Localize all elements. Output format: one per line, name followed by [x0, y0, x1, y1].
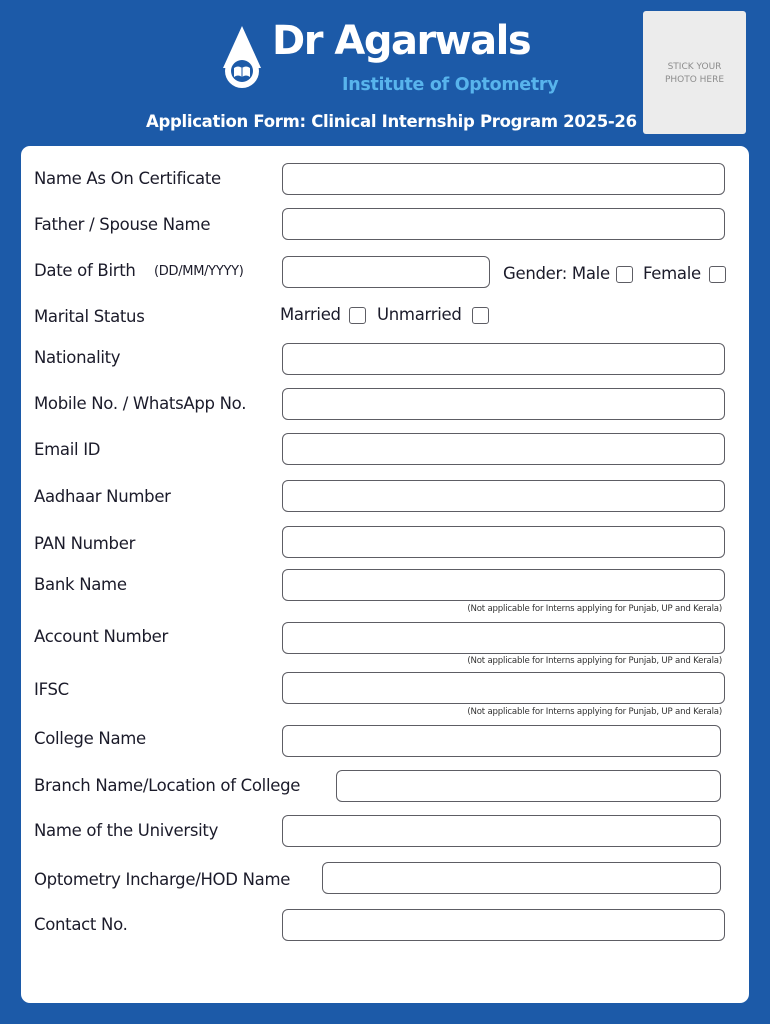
hod-name-label: Optometry Incharge/HOD Name — [34, 870, 291, 889]
ifsc-field[interactable] — [282, 672, 725, 704]
brand-name: Dr Agarwals — [272, 18, 531, 64]
name-label: Name As On Certificate — [34, 169, 221, 188]
email-field[interactable] — [282, 433, 725, 465]
college-name-label: College Name — [34, 729, 146, 748]
hod-name-field[interactable] — [322, 862, 721, 894]
dob-label: Date of Birth — [34, 261, 136, 280]
university-field[interactable] — [282, 815, 721, 847]
name-field[interactable] — [282, 163, 725, 195]
form-header — [0, 0, 770, 145]
account-number-note: (Not applicable for Interns applying for Punjab, UP and Kerala) — [467, 656, 722, 666]
ifsc-label: IFSC — [34, 680, 69, 699]
nationality-label: Nationality — [34, 348, 121, 367]
bank-name-note: (Not applicable for Interns applying for Punjab, UP and Kerala) — [467, 604, 722, 614]
father-spouse-label: Father / Spouse Name — [34, 215, 211, 234]
ifsc-note: (Not applicable for Interns applying for Punjab, UP and Kerala) — [467, 707, 722, 717]
pan-field[interactable] — [282, 526, 725, 558]
account-number-label: Account Number — [34, 627, 168, 646]
unmarried-label: Unmarried — [377, 305, 462, 324]
college-name-field[interactable] — [282, 725, 721, 757]
university-label: Name of the University — [34, 821, 219, 840]
nationality-field[interactable] — [282, 343, 725, 375]
aadhaar-label: Aadhaar Number — [34, 487, 171, 506]
email-label: Email ID — [34, 440, 101, 459]
contact-number-label: Contact No. — [34, 915, 128, 934]
marital-status-label: Marital Status — [34, 307, 145, 326]
contact-number-field[interactable] — [282, 909, 725, 941]
bank-name-label: Bank Name — [34, 575, 127, 594]
photo-placeholder — [643, 11, 746, 134]
aadhaar-field[interactable] — [282, 480, 725, 512]
account-number-field[interactable] — [282, 622, 725, 654]
branch-location-label: Branch Name/Location of College — [34, 776, 301, 795]
dob-field[interactable] — [282, 256, 490, 288]
bank-name-field[interactable] — [282, 569, 725, 601]
unmarried-checkbox[interactable] — [472, 307, 489, 324]
brand-subtitle: Institute of Optometry — [342, 75, 559, 95]
mobile-field[interactable] — [282, 388, 725, 420]
pan-label: PAN Number — [34, 534, 136, 553]
gender-male-checkbox[interactable] — [616, 266, 633, 283]
gender-female-label: Female — [643, 264, 701, 283]
gender-female-checkbox[interactable] — [709, 266, 726, 283]
photo-placeholder-text: STICK YOUR PHOTO HERE — [664, 62, 725, 85]
logo-icon — [219, 24, 265, 90]
branch-location-field[interactable] — [336, 770, 721, 802]
dob-format-hint: (DD/MM/YYYY) — [154, 264, 244, 279]
mobile-label: Mobile No. / WhatsApp No. — [34, 394, 247, 413]
married-label: Married — [280, 305, 341, 324]
gender-male-label: Gender: Male — [503, 264, 610, 283]
father-spouse-field[interactable] — [282, 208, 725, 240]
married-checkbox[interactable] — [349, 307, 366, 324]
page-title: Application Form: Clinical Internship Program 2025-26 — [146, 112, 637, 131]
